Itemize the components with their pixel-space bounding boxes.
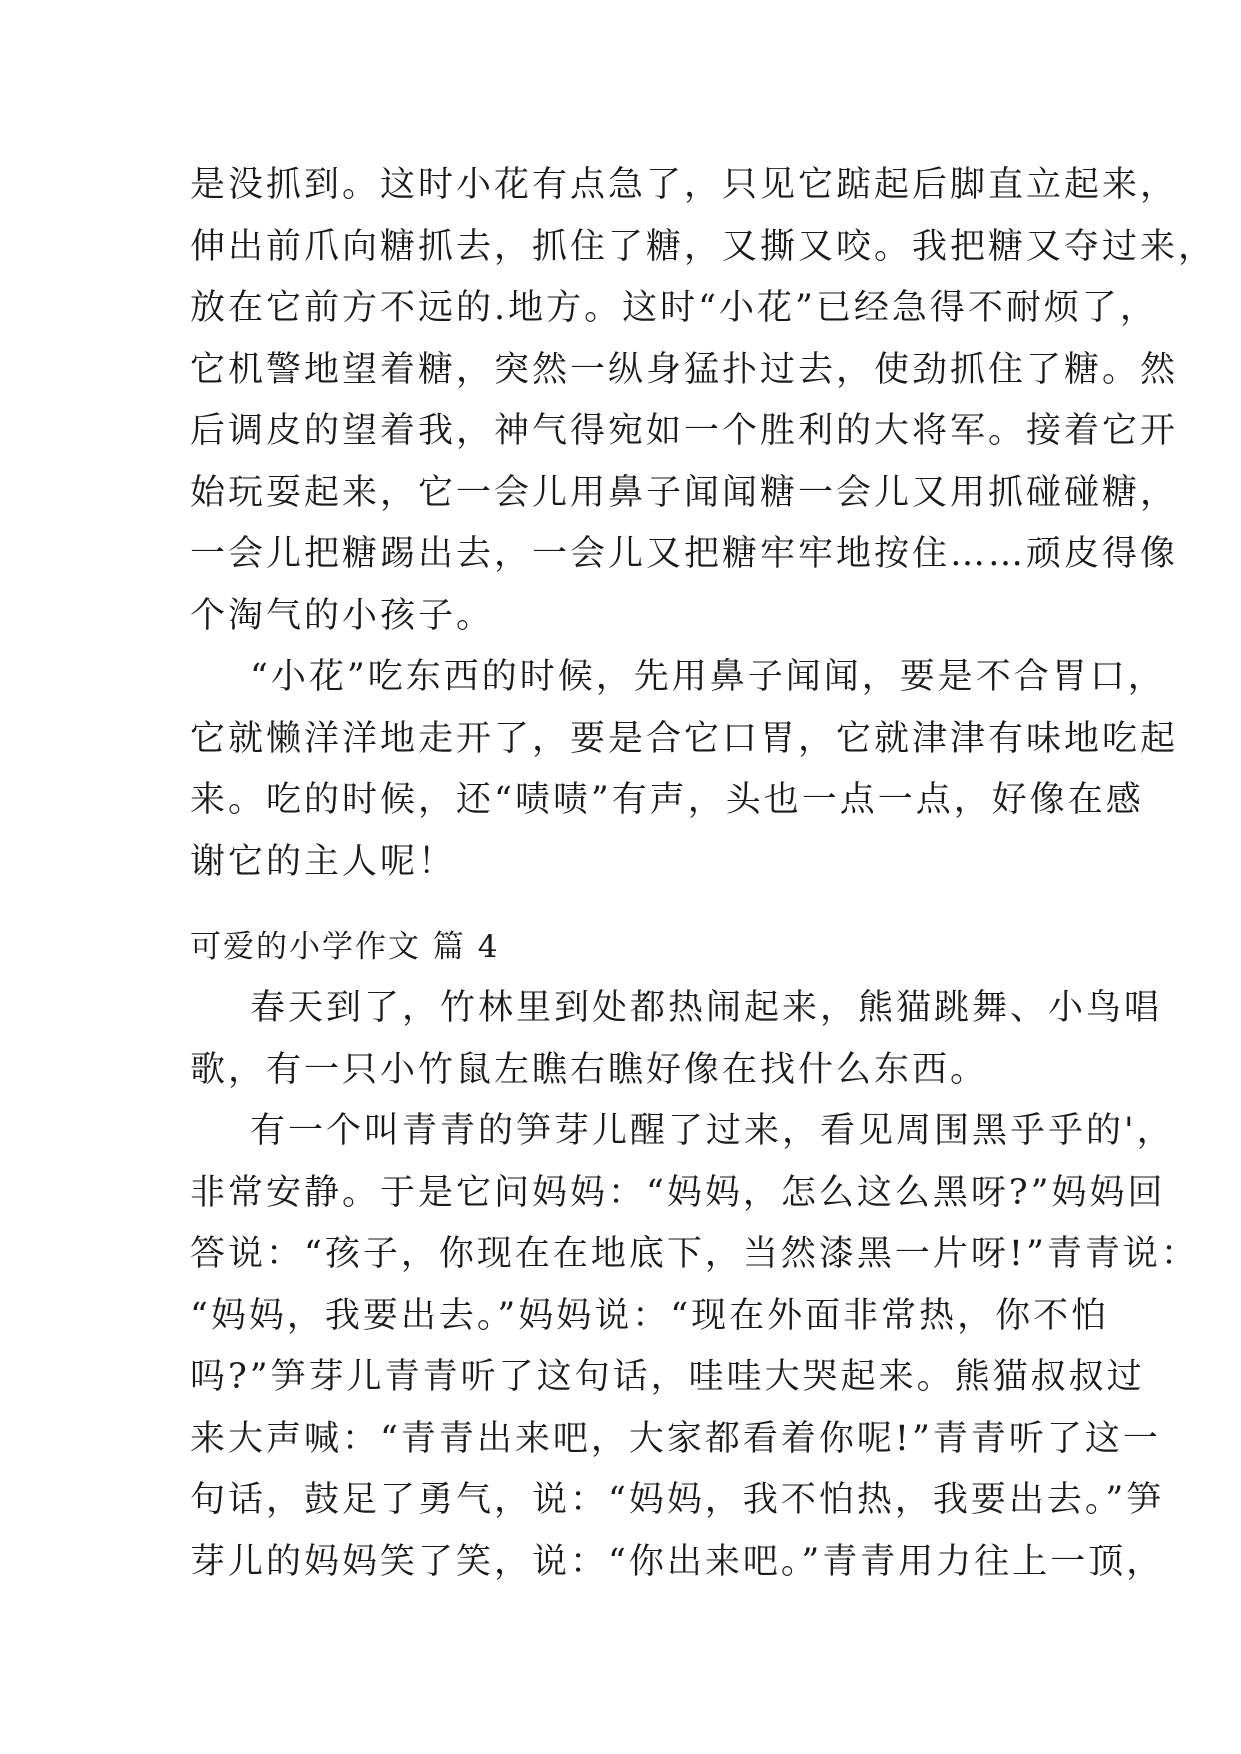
- text-line: 来。吃的时候，还“啧啧”有声，头也一点一点，好像在感: [190, 780, 1144, 820]
- text-line: “小花”吃东西的时候，先用鼻子闻闻，要是不合胃口，: [250, 657, 1166, 697]
- section2-paragraph-2: [190, 1101, 1199, 1593]
- text-line: 它就懒洋洋地走开了，要是合它口胃，它就津津有味地吃起: [190, 718, 1179, 759]
- text-line: 歌，有一只小竹鼠左瞧右瞧好像在找什么东西。: [190, 1049, 989, 1090]
- text-line: 个淘气的小孩子。: [190, 595, 495, 636]
- text-line: 芽儿的妈妈笑了笑，说：“你出来吧。”青青用力往上一顶，: [190, 1541, 1165, 1582]
- text-line: “妈妈，我要出去。”妈妈说：“现在外面非常热，你不怕: [190, 1295, 1110, 1336]
- section1-paragraph-2: [190, 647, 1179, 893]
- text-line: 答说：“孩子，你现在在地底下，当然漆黑一片呀!”青青说：: [190, 1234, 1199, 1274]
- section-heading: 可爱的小学作文 篇 4: [190, 929, 500, 965]
- text-line: 它机警地望着糖，突然一纵身猛扑过去，使劲抓住了糖。然: [190, 349, 1179, 390]
- text-line: 来大声喊：“青青出来吧，大家都看着你呢!”青青听了这一: [190, 1418, 1161, 1459]
- section1-body: [190, 155, 1217, 893]
- section2-paragraph-1: [190, 978, 1163, 1101]
- section2-body: [190, 978, 1199, 1593]
- text-line: 春天到了，竹林里到处都热闹起来，熊猫跳舞、小鸟唱: [250, 988, 1163, 1028]
- text-line: 句话，鼓足了勇气，说：“妈妈，我不怕热，我要出去。”笋: [190, 1480, 1165, 1520]
- section1-paragraph-1: [190, 155, 1217, 647]
- text-line: 伸出前爪向糖抓去，抓住了糖，又撕又咬。我把糖又夺过来，: [190, 226, 1217, 267]
- text-line: 非常安静。于是它问妈妈：“妈妈，怎么这么黑呀?”妈妈回: [190, 1172, 1166, 1213]
- text-line: 一会儿把糖踢出去，一会儿又把糖牢牢地按住……顽皮得像: [190, 534, 1179, 574]
- text-line: 放在它前方不远的.地方。这时“小花”已经急得不耐烦了，: [190, 288, 1158, 328]
- text-line: 是没抓到。这时小花有点急了，只见它踮起后脚直立起来，: [190, 165, 1179, 205]
- text-line: 有一个叫青青的笋芽儿醒了过来，看见周围黑乎乎的'，: [250, 1111, 1175, 1151]
- text-line: 谢它的主人呢！: [190, 841, 457, 882]
- text-line: 吗?”笋芽儿青青听了这句话，哇哇大哭起来。熊猫叔叔过: [190, 1357, 1145, 1397]
- text-line: 后调皮的望着我，神气得宛如一个胜利的大将军。接着它开: [190, 411, 1179, 451]
- text-line: 始玩耍起来，它一会儿用鼻子闻闻糖一会儿又用抓碰碰糖，: [190, 472, 1179, 513]
